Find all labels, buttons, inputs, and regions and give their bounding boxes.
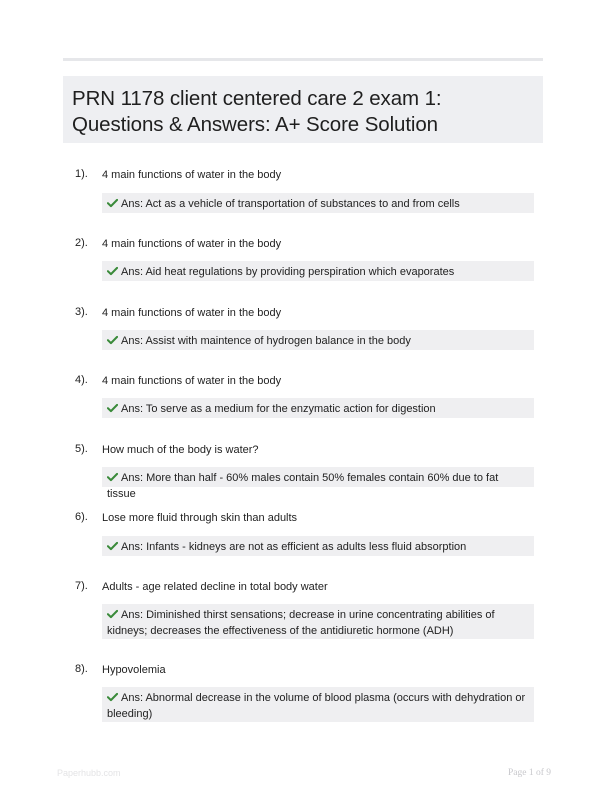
question-text: How much of the body is water? — [102, 444, 259, 456]
title-line-2: Questions & Answers: A+ Score Solution — [72, 113, 438, 136]
answer-box — [102, 687, 534, 722]
answer-text: Ans: Aid heat regulations by providing perspiration which evaporates — [121, 266, 455, 278]
answer-box — [102, 536, 534, 556]
title-line-1: PRN 1178 client centered care 2 exam 1: — [72, 87, 442, 110]
question-text: Hypovolemia — [102, 664, 166, 676]
question-number: 5). — [75, 443, 88, 455]
question-text: Adults - age related decline in total body water — [102, 581, 328, 593]
checkmark-icon — [107, 403, 118, 413]
answer-text: Ans: Abnormal decrease in the volume of blood plasma (occurs with dehydration or bleeding) — [107, 692, 526, 720]
checkmark-icon — [107, 335, 118, 345]
watermark-text: Paperhubb.com — [57, 768, 121, 778]
answer-box — [102, 604, 534, 639]
question-number: 1). — [75, 168, 88, 180]
answer-text: Ans: Infants - kidneys are not as efficient as adults less fluid absorption — [121, 541, 467, 553]
page-number: Page 1 of 9 — [508, 768, 552, 778]
question-number: 2). — [75, 237, 88, 249]
checkmark-icon — [107, 266, 118, 276]
answer-box — [102, 398, 534, 418]
question-text: 4 main functions of water in the body — [102, 238, 282, 250]
answer-box — [102, 261, 534, 281]
answer-box — [102, 193, 534, 213]
checkmark-icon — [107, 541, 118, 551]
question-number: 4). — [75, 374, 88, 386]
checkmark-icon — [107, 198, 118, 208]
question-number: 7). — [75, 580, 88, 592]
question-number: 8). — [75, 663, 88, 675]
answer-box — [102, 467, 534, 500]
question-text: 4 main functions of water in the body — [102, 307, 282, 319]
question-text: 4 main functions of water in the body — [102, 169, 282, 181]
answer-text: Ans: More than half - 60% males contain 50% females contain 60% due to fat tissue — [107, 472, 499, 500]
question-number: 6). — [75, 511, 88, 523]
question-number: 3). — [75, 306, 88, 318]
checkmark-icon — [107, 609, 118, 619]
answer-text: Ans: To serve as a medium for the enzymatic action for digestion — [121, 403, 436, 415]
answer-text: Ans: Act as a vehicle of transportation of substances to and from cells — [121, 198, 460, 210]
checkmark-icon — [107, 692, 118, 702]
answer-box — [102, 330, 534, 350]
answer-text: Ans: Assist with maintence of hydrogen balance in the body — [121, 335, 411, 347]
question-text: Lose more fluid through skin than adults — [102, 512, 298, 524]
checkmark-icon — [107, 472, 118, 482]
question-text: 4 main functions of water in the body — [102, 375, 282, 387]
answer-text: Ans: Diminished thirst sensations; decrease in urine concentrating abilities of kidneys; decreases the effectiveness of the antidiuretic hormone (ADH) — [107, 609, 495, 637]
